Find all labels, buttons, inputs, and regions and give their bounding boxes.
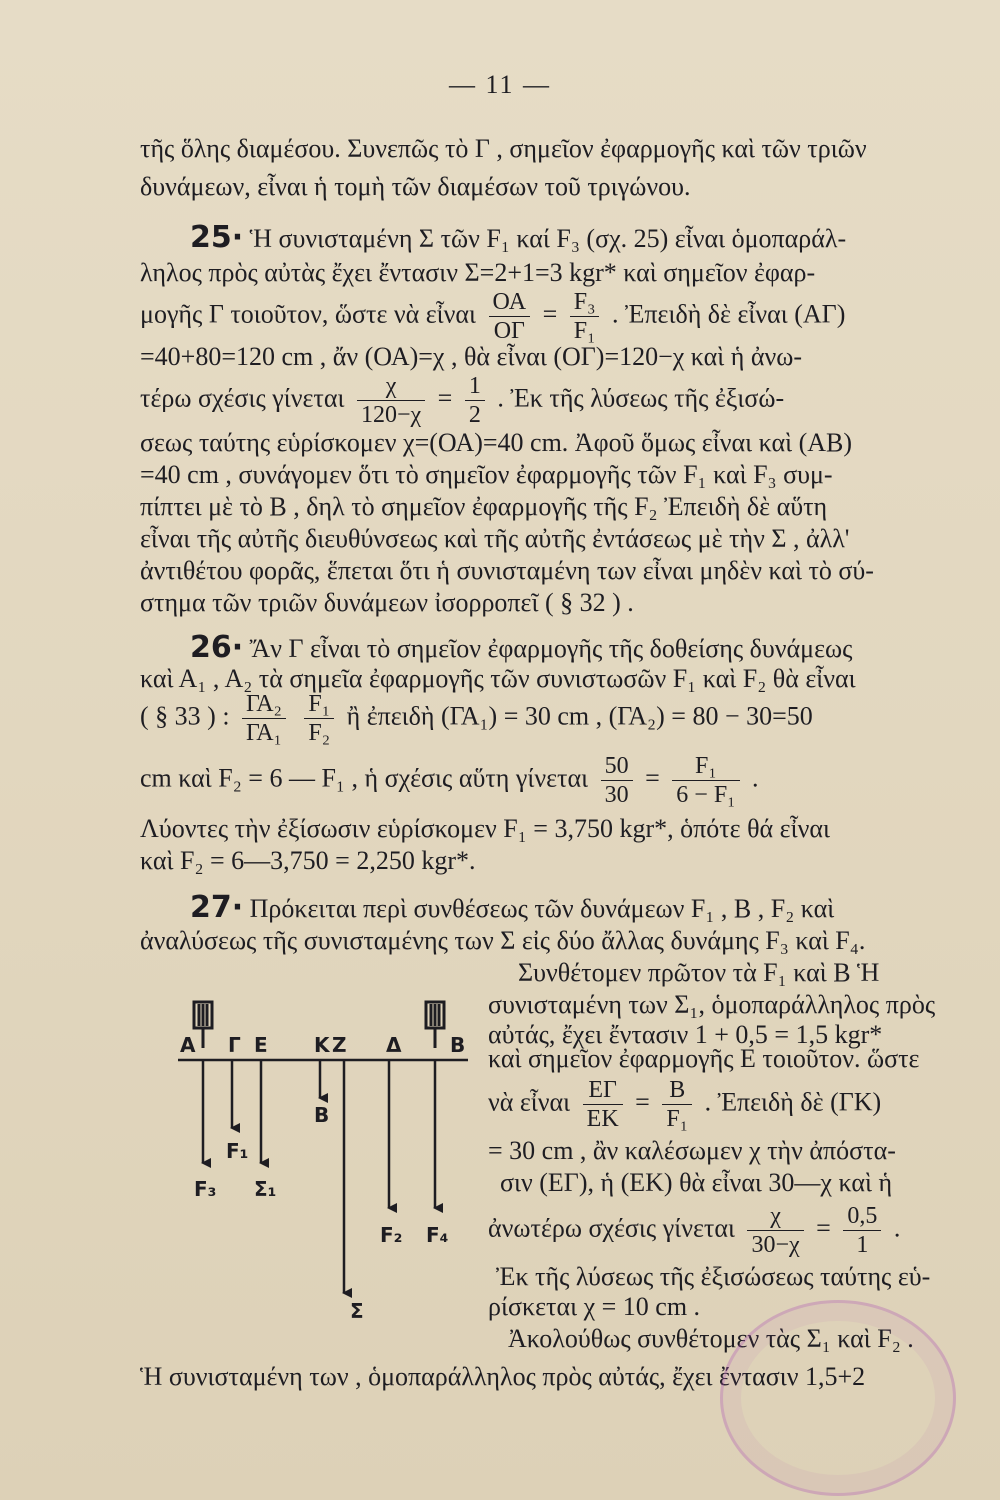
denominator: ΕΚ bbox=[586, 1106, 619, 1132]
point-label-A: Α bbox=[180, 1033, 196, 1057]
fraction bbox=[489, 288, 531, 345]
force-label-F4: F₄ bbox=[426, 1223, 449, 1247]
denominator: 1 bbox=[856, 1232, 869, 1258]
numerator: F₃ bbox=[570, 288, 600, 317]
numerator: ΕΓ bbox=[583, 1076, 623, 1105]
text: ἀνωτέρω σχέσις γίνεται bbox=[488, 1213, 735, 1243]
text: μογῆς Γ τοιοῦτον, ὥστε νὰ εἶναι bbox=[140, 299, 477, 329]
library-stamp bbox=[720, 1300, 956, 1496]
section-number: 26· bbox=[190, 630, 244, 665]
text-line-with-fraction bbox=[140, 752, 759, 809]
text-line: εἶναι τῆς αὐτῆς διευθύνσεως καὶ τῆς αὐτῆς ἐντάσεως μὲ τὴν Σ , ἀλλ' bbox=[140, 524, 850, 553]
point-label-Z: Ζ bbox=[332, 1033, 347, 1057]
denominator: 30−χ bbox=[751, 1232, 800, 1258]
denominator: 30 bbox=[604, 782, 629, 808]
force-diagram bbox=[170, 998, 480, 1328]
numerator: 0,5 bbox=[843, 1202, 881, 1231]
fraction bbox=[662, 1076, 692, 1133]
numerator: χ bbox=[357, 372, 425, 401]
text: . bbox=[893, 1213, 901, 1243]
numerator: Β bbox=[662, 1076, 692, 1105]
text-line: ἀναλύσεως τῆς συνισταμένης των Σ εἰς δύο ἄλλας δυνάμης F₃ καὶ F₄. bbox=[140, 926, 866, 955]
point-label-K: Κ bbox=[314, 1033, 330, 1057]
text-line: Λύοντες τὴν ἐξίσωσιν εὑρίσκομεν F₁ = 3,750 kgr*, ὁπότε θά εἶναι bbox=[140, 814, 830, 843]
force-label-F3: F₃ bbox=[194, 1177, 217, 1201]
denominator: ΟΓ bbox=[493, 318, 525, 344]
text: ( § 33 ) : bbox=[140, 701, 230, 731]
fraction bbox=[570, 288, 600, 345]
fraction bbox=[357, 372, 425, 429]
left-support-icon bbox=[194, 1002, 212, 1048]
text-line: ληλος πρὸς αὐτὰς ἔχει ἔντασιν Σ=2+1=3 kgr* καὶ σημεῖον ἐφαρ- bbox=[140, 258, 816, 287]
force-label-S1: Σ₁ bbox=[254, 1177, 277, 1201]
force-label-F1: F₁ bbox=[226, 1139, 249, 1163]
section-27 bbox=[190, 890, 834, 925]
text-line: Πρόκειται περὶ συνθέσεως τῶν δυνάμεων F₁ , Β , F₂ καὶ bbox=[249, 894, 835, 923]
equals-sign: = bbox=[635, 1087, 650, 1117]
fraction bbox=[601, 752, 633, 809]
text-line-with-fraction bbox=[140, 372, 784, 429]
fraction bbox=[465, 372, 485, 429]
point-label-B: Β bbox=[450, 1033, 466, 1057]
text-line-with-fraction bbox=[140, 690, 813, 747]
denominator: ΓΑ₁ bbox=[246, 720, 282, 746]
denominator: 2 bbox=[468, 402, 481, 428]
denominator: F₁ bbox=[666, 1106, 689, 1132]
text-line: συνισταμένη των Σ₁, ὁμοπαράλληλος πρὸς bbox=[488, 990, 936, 1019]
text: . Ἐπειδὴ δὲ (ΓΚ) bbox=[704, 1087, 882, 1117]
text: . Ἐπειδὴ δὲ εἶναι (ΑΓ) bbox=[611, 299, 846, 329]
text-line: Ἡ συνισταμένη Σ τῶν F₁ καί F₃ (σχ. 25) εἶναι ὁμοπαράλ- bbox=[249, 224, 847, 253]
text: τέρω σχέσις γίνεται bbox=[140, 383, 345, 413]
text-line: καὶ F₂ = 6—3,750 = 2,250 kgr*. bbox=[140, 846, 476, 875]
text-line: Συνθέτομεν πρῶτον τὰ F₁ καὶ Β Ἡ bbox=[518, 958, 880, 987]
text: νὰ εἶναι bbox=[488, 1087, 571, 1117]
denominator: F₂ bbox=[308, 720, 331, 746]
numerator: 50 bbox=[601, 752, 633, 781]
text-line: =40 cm , συνάγομεν ὅτι τὸ σημεῖον ἐφαρμογῆς τῶν F₁ καὶ F₃ συμ- bbox=[140, 460, 833, 489]
equals-sign: = bbox=[542, 299, 558, 329]
text: ἢ ἐπειδὴ (ΓΑ₁) = 30 cm , (ΓΑ₂) = 80 − 30=50 bbox=[346, 701, 813, 731]
denominator: F₁ bbox=[573, 318, 596, 344]
fraction bbox=[304, 690, 334, 747]
text-line: =40+80=120 cm , ἄν (ΟΑ)=χ , θὰ εἶναι (ΟΓ)=120−χ καὶ ἡ ἀνω- bbox=[140, 342, 803, 371]
text-line: ἀντιθέτου φορᾶς, ἕπεται ὅτι ἡ συνισταμένη των εἶναι μηδὲν καὶ τὸ σύ- bbox=[140, 556, 874, 585]
force-label-B: B bbox=[314, 1103, 330, 1127]
denominator: 6 − F₁ bbox=[676, 782, 736, 808]
text-line: = 30 cm , ἂν καλέσωμεν χ τὴν ἀπόστα- bbox=[488, 1136, 896, 1165]
text-line: δυνάμεων, εἶναι ἡ τομὴ τῶν διαμέσων τοῦ τριγώνου. bbox=[140, 172, 691, 201]
point-label-E: Ε bbox=[254, 1033, 268, 1057]
page-number: — 11 — bbox=[448, 70, 552, 99]
text-line: καὶ σημεῖον ἐφαρμογῆς Ε τοιοῦτον. ὥστε bbox=[488, 1044, 920, 1073]
text-line: αὐτάς, ἔχει ἔντασιν 1 + 0,5 = 1,5 kgr* bbox=[488, 1020, 883, 1049]
force-label-F2: F₂ bbox=[380, 1223, 403, 1247]
text: . Ἐκ τῆς λύσεως τῆς ἐξισώ- bbox=[497, 383, 785, 413]
section-26 bbox=[190, 630, 852, 665]
section-25 bbox=[190, 220, 846, 255]
text-line-with-fraction bbox=[488, 1202, 900, 1259]
point-label-D: Δ bbox=[386, 1033, 402, 1057]
section-number: 27· bbox=[190, 890, 244, 925]
fraction bbox=[843, 1202, 881, 1259]
fraction bbox=[583, 1076, 623, 1133]
text-line: Ἄν Γ εἶναι τὸ σημεῖον ἐφαρμογῆς τῆς δοθείσης δυνάμεως bbox=[249, 634, 853, 663]
numerator: F₁ bbox=[304, 690, 334, 719]
text: . bbox=[752, 763, 759, 793]
equals-sign: = bbox=[437, 383, 453, 413]
numerator: χ bbox=[747, 1202, 803, 1231]
text-line: καὶ Α₁ , Α₂ τὰ σημεῖα ἐφαρμογῆς τῶν συνιστωσῶν F₁ καὶ F₂ θὰ εἶναι bbox=[140, 664, 856, 693]
numerator: F₁ bbox=[672, 752, 739, 781]
point-label-G: Γ bbox=[228, 1033, 241, 1057]
numerator: 1 bbox=[465, 372, 485, 401]
text-line-with-fraction bbox=[488, 1076, 881, 1133]
numerator: ΟΑ bbox=[489, 288, 531, 317]
text-line: πίπτει μὲ τὸ Β , δηλ τὸ σημεῖον ἐφαρμογῆς τῆς F₂ Ἐπειδὴ δὲ αὕτη bbox=[140, 492, 828, 521]
text: cm καὶ F₂ = 6 — F₁ , ἡ σχέσις αὕτη γίνεται bbox=[140, 763, 589, 793]
text-line: σεως ταύτης εὑρίσκομεν χ=(ΟΑ)=40 cm. Ἀφοῦ ὅμως εἶναι καὶ (ΑΒ) bbox=[140, 428, 853, 457]
numerator: ΓΑ₂ bbox=[242, 690, 286, 719]
text-line: στημα τῶν τριῶν δυνάμεων ἰσορροπεῖ ( § 32 ) . bbox=[140, 588, 634, 617]
text-line: Ἀκολούθως συνθέτομεν τὰς Σ₁ καὶ F₂ . bbox=[508, 1324, 914, 1353]
equals-sign: = bbox=[816, 1213, 831, 1243]
text-line-with-fraction bbox=[140, 288, 845, 345]
text-line: Ἐκ τῆς λύσεως τῆς ἐξισώσεως ταύτης εὑ- bbox=[496, 1262, 931, 1291]
section-number: 25· bbox=[190, 220, 244, 255]
text-line: τῆς ὅλης διαμέσου. Συνεπῶς τὸ Γ , σημεῖον ἐφαρμογῆς καὶ τῶν τριῶν bbox=[140, 134, 867, 163]
fraction bbox=[747, 1202, 803, 1259]
fraction bbox=[242, 690, 286, 747]
fraction bbox=[672, 752, 739, 809]
right-support-icon bbox=[426, 1002, 444, 1048]
text-line: ρίσκεται χ = 10 cm . bbox=[488, 1292, 701, 1321]
text-line: σιν (ΕΓ), ἡ (ΕΚ) θὰ εἶναι 30—χ καὶ ἡ bbox=[500, 1168, 893, 1197]
equals-sign: = bbox=[645, 763, 660, 793]
text-line: Ἡ συνισταμένη των , ὁμοπαράλληλος πρὸς αὐτάς, ἔχει ἔντασιν 1,5+2 bbox=[140, 1362, 866, 1391]
force-label-S: Σ bbox=[350, 1299, 364, 1323]
denominator: 120−χ bbox=[360, 402, 422, 428]
